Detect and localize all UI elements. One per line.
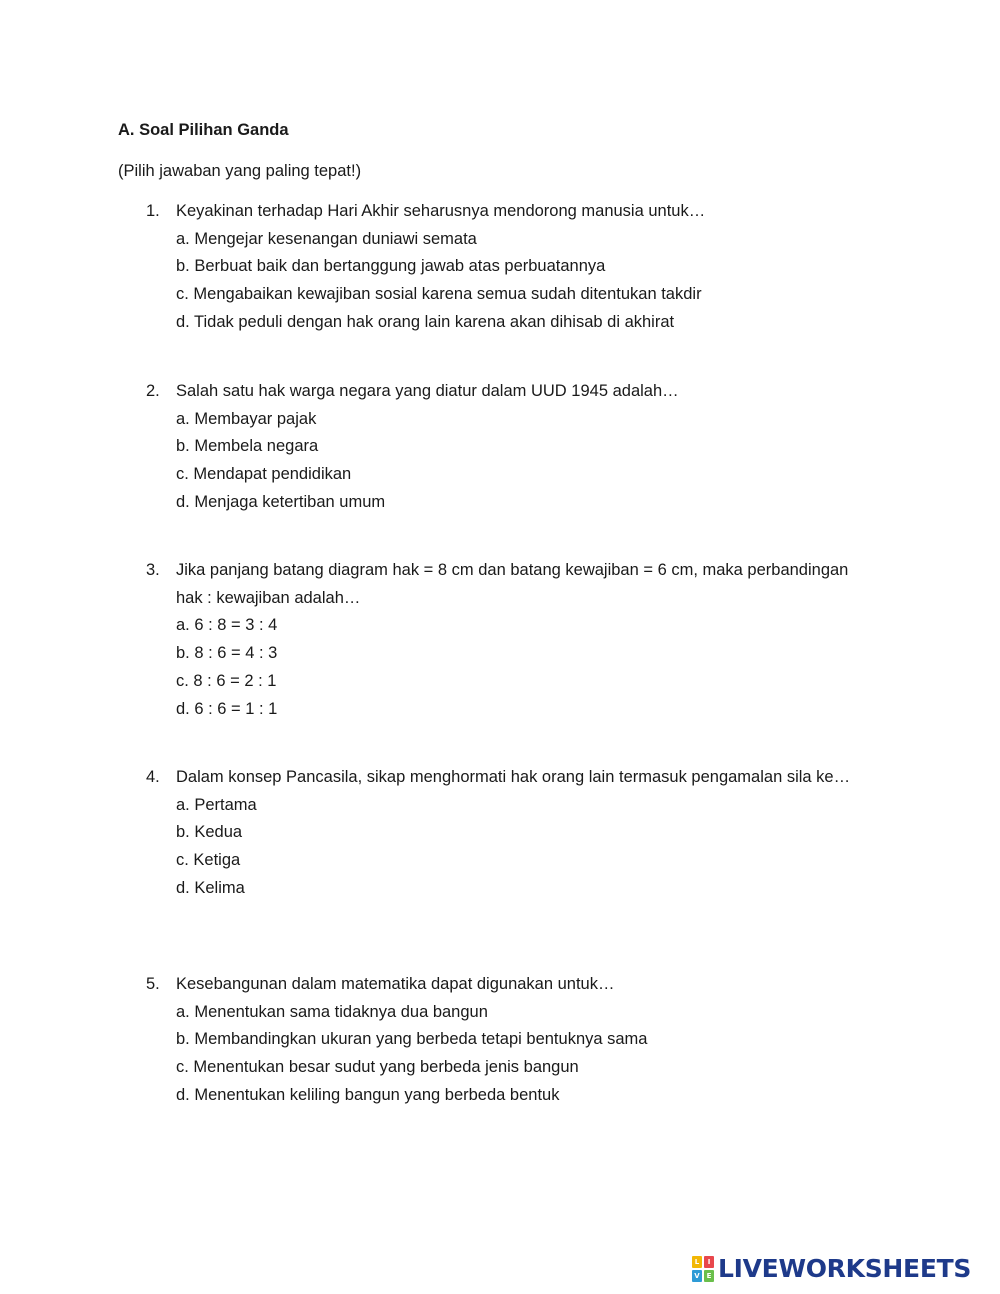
question-5 bbox=[146, 971, 876, 1110]
option-d[interactable]: d. Tidak peduli dengan hak orang lain karena akan dihisab di akhirat bbox=[176, 312, 675, 331]
option-b[interactable]: b. Membandingkan ukuran yang berbeda tetapi bentuknya sama bbox=[176, 1030, 648, 1049]
option-a[interactable]: a. Mengejar kesenangan duniawi semata bbox=[176, 229, 477, 248]
option-a[interactable]: a. Menentukan sama tidaknya dua bangun bbox=[176, 1002, 488, 1021]
option-a[interactable]: a. Membayar pajak bbox=[176, 409, 317, 428]
option-a[interactable]: a. 6 : 8 = 3 : 4 bbox=[176, 616, 278, 635]
question-4 bbox=[146, 764, 876, 903]
option-c[interactable]: c. Menentukan besar sudut yang berbeda jenis bangun bbox=[176, 1058, 579, 1077]
option-d[interactable]: d. Menjaga ketertiban umum bbox=[176, 492, 386, 511]
option-d[interactable]: d. 6 : 6 = 1 : 1 bbox=[176, 699, 278, 718]
option-c[interactable]: c. Mendapat pendidikan bbox=[176, 465, 352, 484]
option-b[interactable]: b. Berbuat baik dan bertanggung jawab atas perbuatannya bbox=[176, 257, 606, 276]
question-text: Salah satu hak warga negara yang diatur dalam UUD 1945 adalah… bbox=[176, 382, 679, 400]
section-instruction: (Pilih jawaban yang paling tepat!) bbox=[118, 162, 362, 180]
logo-mark-i: I bbox=[704, 1256, 714, 1268]
question-2 bbox=[146, 378, 876, 517]
question-number: 4. bbox=[146, 768, 160, 786]
question-number: 5. bbox=[146, 975, 160, 993]
option-a[interactable]: a. Pertama bbox=[176, 795, 257, 814]
question-text: Keyakinan terhadap Hari Akhir seharusnya mendorong manusia untuk… bbox=[176, 202, 706, 220]
question-number: 3. bbox=[146, 561, 160, 579]
question-text: Dalam konsep Pancasila, sikap menghormati hak orang lain termasuk pengamalan sila ke… bbox=[176, 768, 851, 786]
section-title: A. Soal Pilihan Ganda bbox=[118, 121, 289, 139]
logo-text: LIVEWORKSHEETS bbox=[718, 1254, 972, 1283]
option-c[interactable]: c. Mengabaikan kewajiban sosial karena semua sudah ditentukan takdir bbox=[176, 285, 702, 304]
question-3 bbox=[146, 557, 876, 723]
option-b[interactable]: b. Membela negara bbox=[176, 437, 319, 456]
question-number: 2. bbox=[146, 382, 160, 400]
option-c[interactable]: c. 8 : 6 = 2 : 1 bbox=[176, 671, 277, 690]
option-d[interactable]: d. Menentukan keliling bangun yang berbeda bentuk bbox=[176, 1085, 560, 1104]
question-text: Jika panjang batang diagram hak = 8 cm dan batang kewajiban = 6 cm, maka perbandingan hak : kewajiban adalah… bbox=[176, 561, 849, 607]
liveworksheets-logo bbox=[692, 1254, 971, 1284]
option-c[interactable]: c. Ketiga bbox=[176, 851, 241, 870]
logo-mark-e: E bbox=[704, 1270, 714, 1282]
option-b[interactable]: b. Kedua bbox=[176, 823, 243, 842]
liveworksheets-logo-icon bbox=[692, 1256, 714, 1282]
logo-mark-v: V bbox=[692, 1270, 702, 1282]
logo-mark-l: L bbox=[692, 1256, 702, 1268]
option-b[interactable]: b. 8 : 6 = 4 : 3 bbox=[176, 644, 278, 663]
question-number: 1. bbox=[146, 202, 160, 220]
question-1 bbox=[146, 198, 876, 337]
question-text: Kesebangunan dalam matematika dapat digunakan untuk… bbox=[176, 975, 615, 993]
option-d[interactable]: d. Kelima bbox=[176, 878, 245, 897]
